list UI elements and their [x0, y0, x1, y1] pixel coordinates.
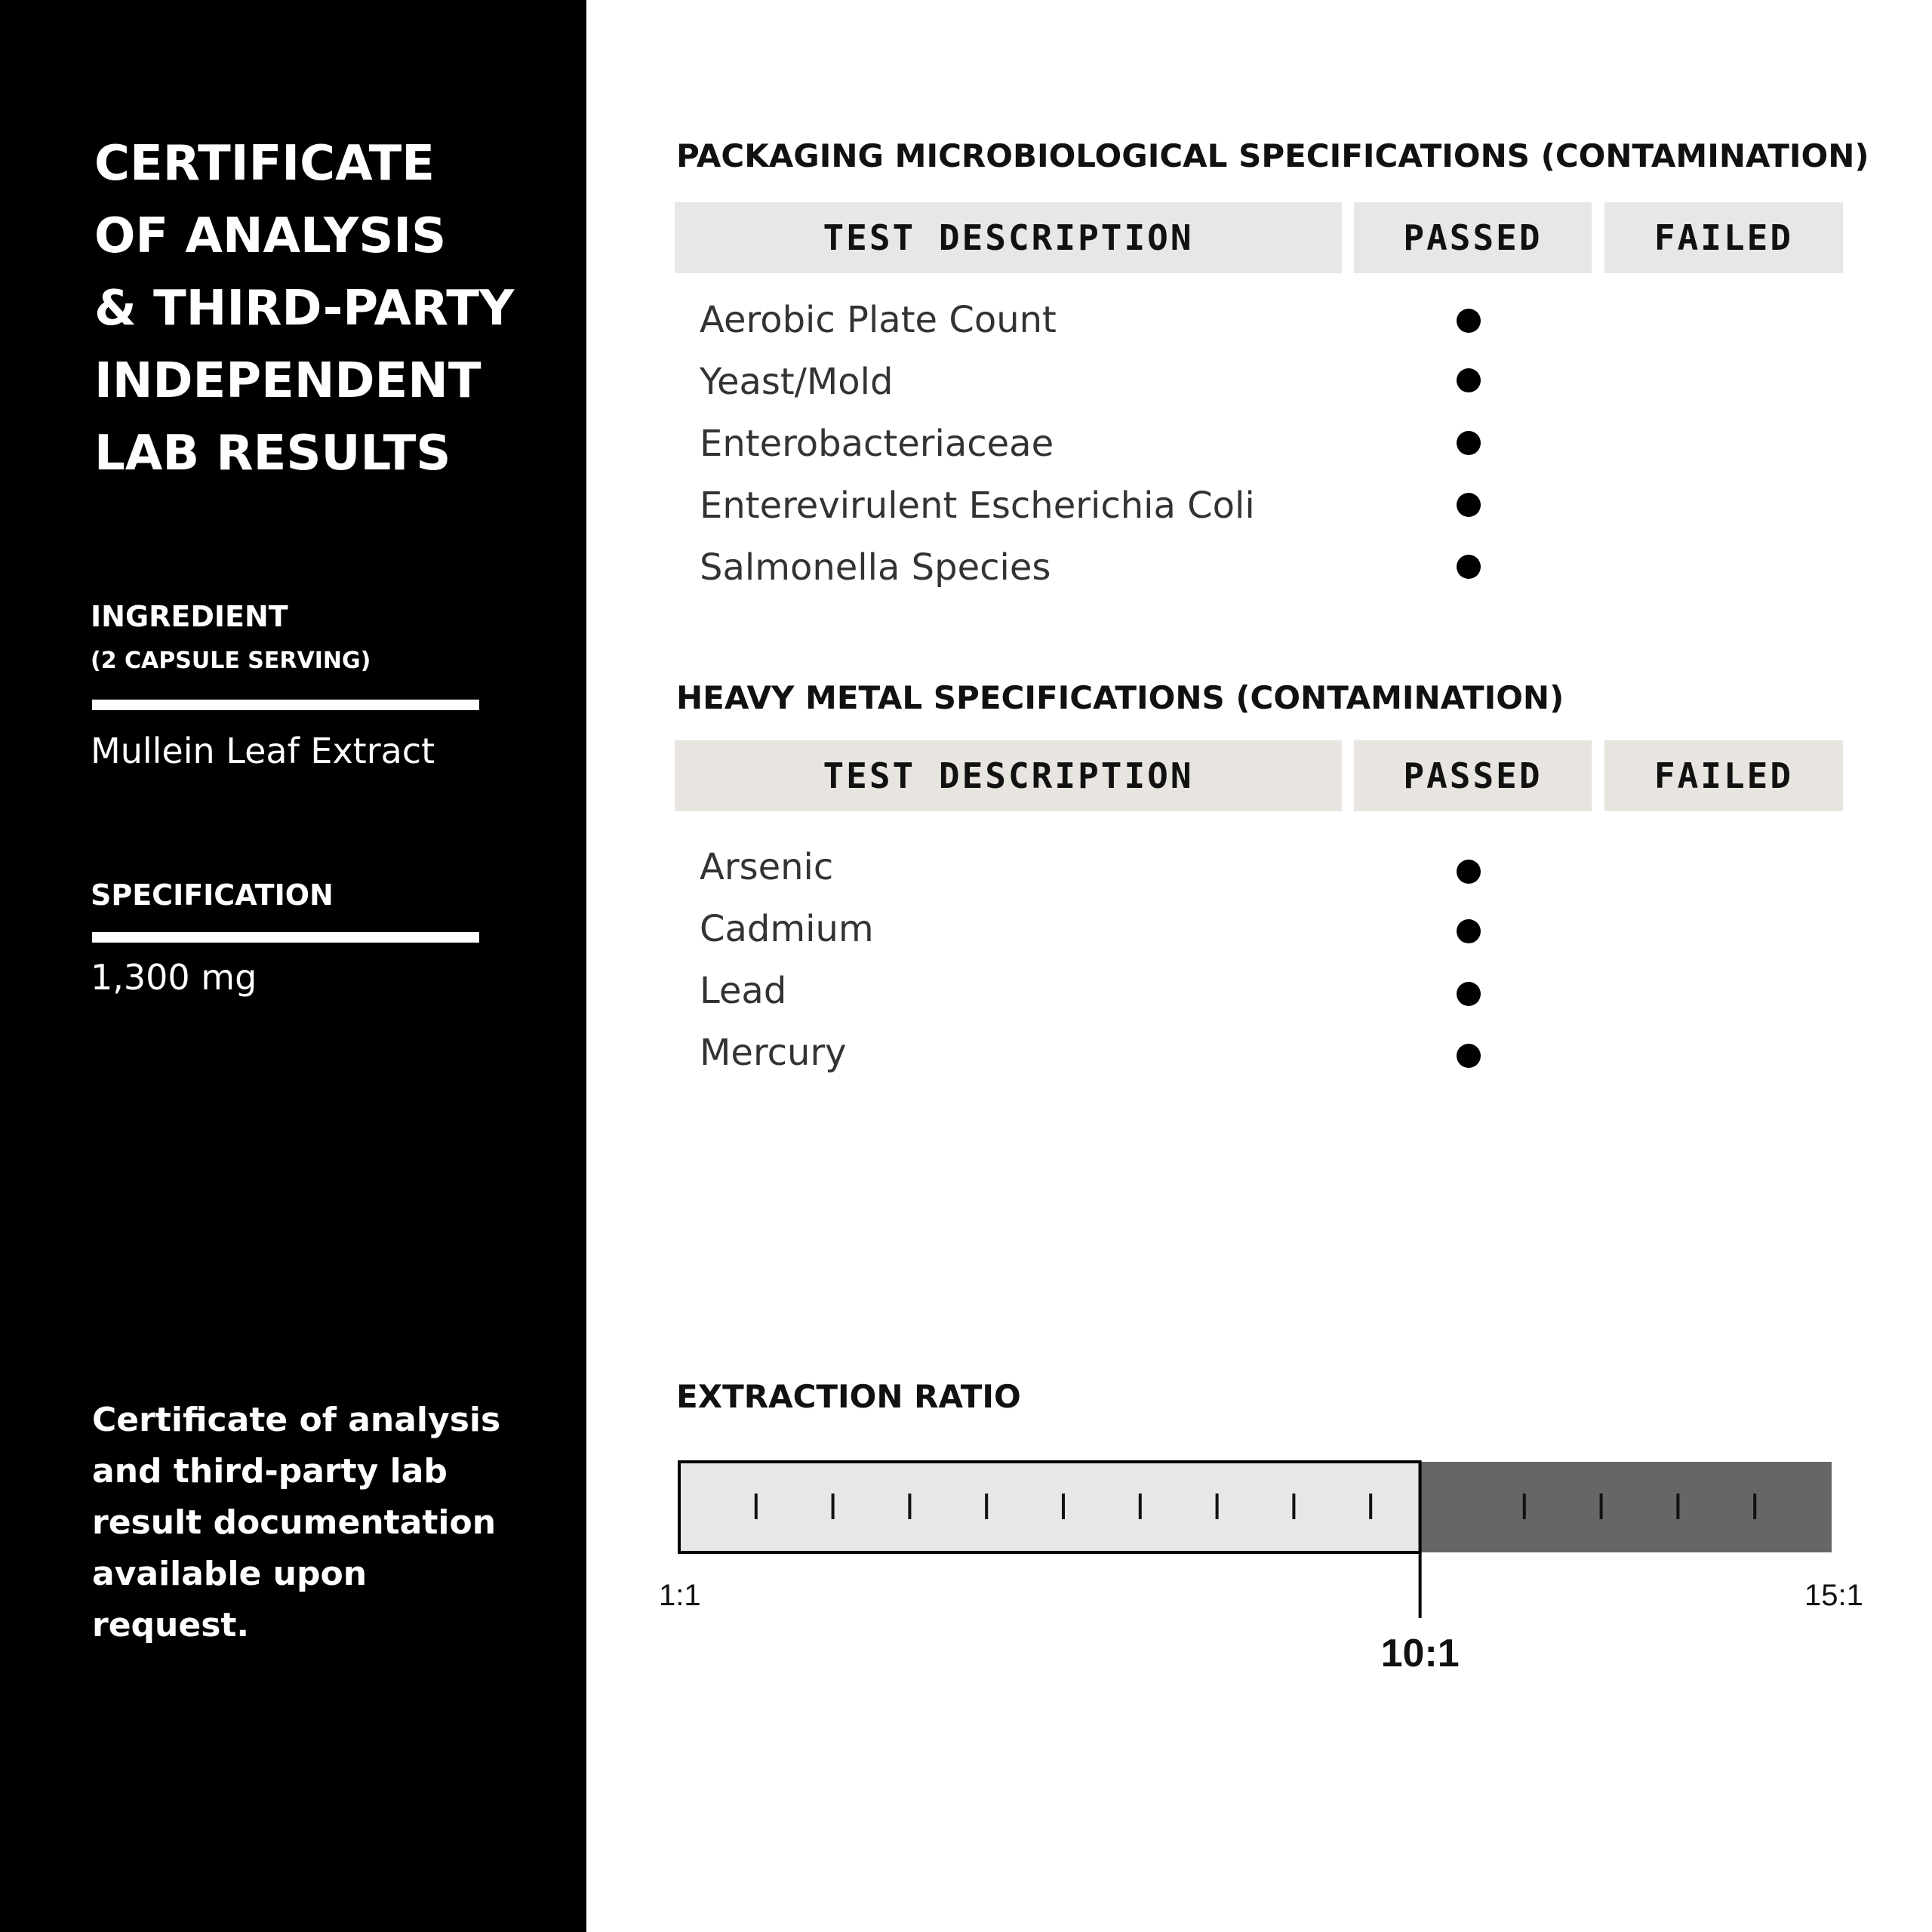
ratio-value-label: 10:1 — [1380, 1632, 1460, 1675]
microbiological-section-title: PACKAGING MICROBIOLOGICAL SPECIFICATIONS (CONTAMINATION) — [676, 137, 1869, 174]
title-line-1: CERTIFICATE — [94, 136, 435, 192]
title-line-5: LAB RESULTS — [94, 426, 451, 481]
ratio-max-label: 15:1 — [1804, 1579, 1863, 1612]
availability-note: Certificate of analysis and third-party lab result documentation available upon request. — [92, 1401, 501, 1644]
row-label: Salmonella Species — [700, 546, 1051, 589]
test-description-header: TEST DESCRIPTION — [675, 202, 1342, 273]
row-label: Lead — [700, 970, 787, 1012]
row-label: Enterobacteriaceae — [700, 423, 1054, 465]
heavy-metal-section-title: HEAVY METAL SPECIFICATIONS (CONTAMINATION) — [676, 679, 1564, 716]
title-line-2: OF ANALYSIS — [94, 208, 447, 264]
ratio-min-label: 1:1 — [659, 1579, 701, 1612]
ratio-bar-filled — [679, 1462, 1420, 1552]
failed-header: FAILED — [1604, 202, 1843, 273]
passed-header: PASSED — [1354, 202, 1592, 273]
ingredient-value: Mullein Leaf Extract — [91, 731, 435, 771]
extraction-ratio-title: EXTRACTION RATIO — [676, 1378, 1021, 1415]
title-line-4: INDEPENDENT — [94, 353, 481, 409]
ratio-bar-remaining — [1420, 1462, 1832, 1552]
title-line-3: & THIRD-PARTY — [94, 281, 515, 337]
row-label: Aerobic Plate Count — [700, 299, 1057, 341]
row-label: Arsenic — [700, 846, 834, 888]
specification-value: 1,300 mg — [91, 957, 257, 998]
row-label: Yeast/Mold — [700, 361, 894, 403]
ingredient-sublabel: (2 CAPSULE SERVING) — [91, 648, 371, 674]
row-label: Enterevirulent Escherichia Coli — [700, 485, 1255, 527]
failed-header: FAILED — [1604, 740, 1843, 811]
row-label: Mercury — [700, 1032, 847, 1074]
passed-header: PASSED — [1354, 740, 1592, 811]
specification-label: SPECIFICATION — [91, 878, 334, 912]
test-description-header: TEST DESCRIPTION — [675, 740, 1342, 811]
row-label: Cadmium — [700, 908, 874, 950]
ingredient-label: INGREDIENT — [91, 600, 288, 633]
